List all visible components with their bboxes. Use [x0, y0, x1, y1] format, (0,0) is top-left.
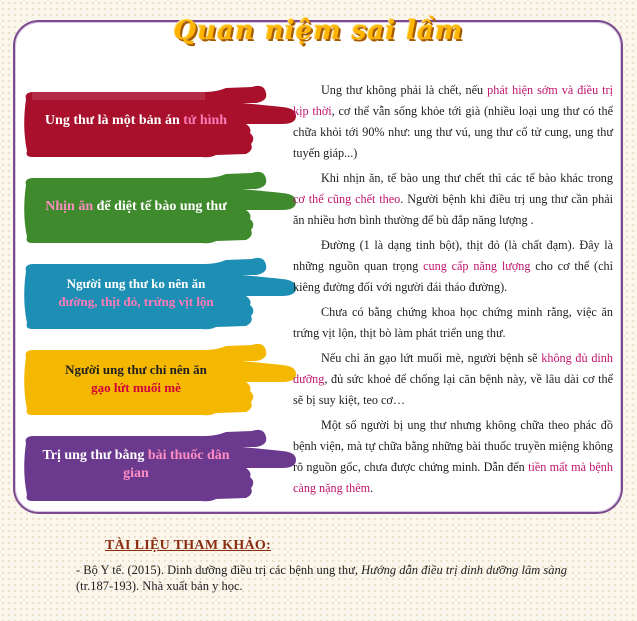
paragraph: Đường (1 là dạng tinh bột), thịt đỏ (là chất đạm). Đây là những nguồn quan trọng cung cấp năng lượng cho cơ thể (chỉ kiêng đường đối với người đái tháo đường).: [293, 238, 613, 294]
myth-label: Người ung thư ko nên ăn đường, thịt đỏ, trứng vịt lộn: [58, 276, 214, 309]
paragraph: Khi nhịn ăn, tế bào ung thư chết thì các tế bào khác trong cơ thể cũng chết theo. Người bệnh khi điều trị ung thư cần phải ăn nhiều hơn bình thường để bù đắp năng lượng .: [293, 171, 614, 227]
myth-item-3: [20, 257, 302, 337]
myth-item-5: [20, 429, 302, 509]
paragraph: Nếu chỉ ăn gạo lứt muối mè, người bệnh sẽ không đủ dinh dưỡng, đủ sức khoẻ để chống lại căn bệnh này, về lâu dài cơ thể sẽ bị suy kiệt, teo cơ…: [293, 351, 613, 407]
references-heading: TÀI LIỆU THAM KHẢO:: [105, 538, 272, 553]
paragraph: Chưa có bằng chứng khoa học chứng minh rằng, việc ăn trứng vịt lộn, thịt bò làm phát triển ung thư.: [293, 305, 613, 340]
myth-item-1: [20, 85, 302, 165]
myth-item-4: [20, 343, 302, 423]
explanation-text: [293, 80, 613, 503]
myth-label: Nhịn ăn để diệt tế bào ung thư: [45, 199, 227, 214]
myth-item-2: [20, 171, 302, 251]
myth-label: Ung thư là một bản án tử hình: [44, 113, 228, 128]
myth-list: [20, 85, 302, 500]
reference-entry: - Bộ Y tế. (2015). Dinh dưỡng điều trị các bệnh ung thư, Hướng dẫn điều trị dinh dưỡng lâm sàng (tr.187-193). Nhà xuất bản y học.: [76, 563, 567, 593]
page-title: Quan niệm sai lầm: [173, 16, 464, 46]
paragraph: Một số người bị ung thư nhưng không chữa theo phác đồ bệnh viện, mà tự chữa bằng những bài thuốc truyền miệng không rõ nguồn gốc, chưa được chứng minh. Dẫn đến tiền mất mà bệnh càng nặng thêm.: [293, 418, 613, 495]
myth-label: Trị ung thư bằng bài thuốc dân gian: [42, 448, 230, 481]
myth-label: Người ung thư chỉ nên ăn gạo lứt muối mè: [65, 362, 207, 395]
paragraph: Ung thư không phải là chết, nếu phát hiện sớm và điều trị kịp thời, cơ thể vẫn sống khỏe tới già (nhiều loại ung thư có thể chữa khỏi tới 90% như: ung thư vú, ung thư cổ tử cung, ung thư tuyến giáp...): [293, 83, 613, 160]
